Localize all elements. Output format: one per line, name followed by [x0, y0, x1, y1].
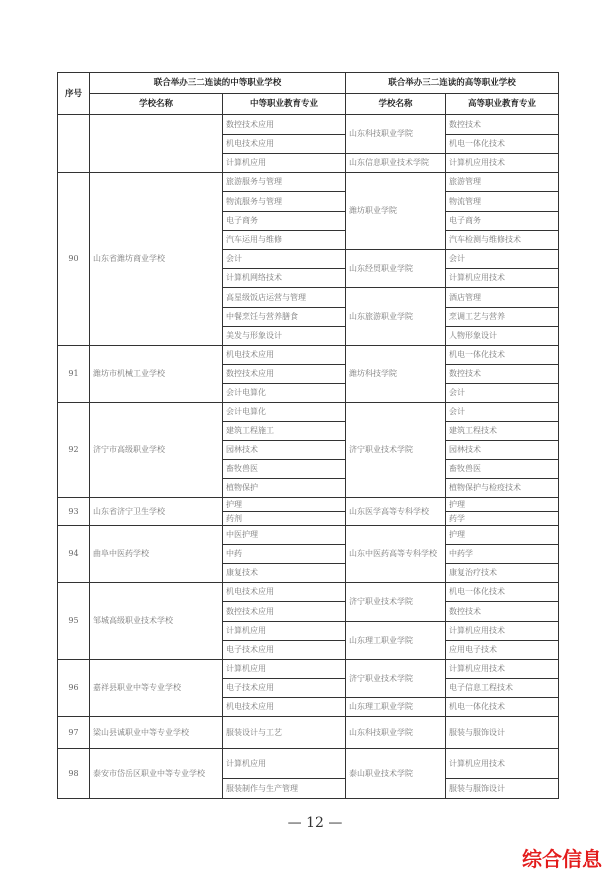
row-seq: 92 — [57, 402, 90, 498]
secondary-major: 建筑工程施工 — [222, 421, 346, 441]
higher-school-name: 山东医学高等专科学校 — [345, 497, 446, 526]
page-number: — 12 — — [287, 815, 343, 831]
higher-major: 电子信息工程技术 — [445, 678, 559, 698]
higher-major: 酒店管理 — [445, 287, 559, 308]
secondary-major: 会计电算化 — [222, 402, 346, 422]
higher-major: 计算机应用技术 — [445, 153, 559, 173]
secondary-major: 计算机应用 — [222, 621, 346, 641]
secondary-major: 数控技术应用 — [222, 114, 346, 135]
higher-major: 计算机应用技术 — [445, 268, 559, 288]
higher-major: 汽车检测与维修技术 — [445, 230, 559, 250]
header-higher-group: 联合举办三二连读的高等职业学校 — [345, 72, 559, 94]
higher-school-name: 山东中医药高等专科学校 — [345, 525, 446, 583]
higher-major: 康复治疗技术 — [445, 563, 559, 583]
higher-school-name: 山东理工职业学院 — [345, 621, 446, 660]
secondary-major: 计算机网络技术 — [222, 268, 346, 288]
secondary-major: 电子技术应用 — [222, 640, 346, 660]
higher-major: 电子商务 — [445, 211, 559, 231]
secondary-major: 服装制作与生产管理 — [222, 778, 346, 799]
header-secondary-group: 联合举办三二连读的中等职业学校 — [89, 72, 346, 94]
row-seq: 91 — [57, 345, 90, 403]
secondary-major: 电子商务 — [222, 211, 346, 231]
higher-major: 应用电子技术 — [445, 640, 559, 660]
higher-major: 会计 — [445, 402, 559, 422]
higher-school-name: 潍坊职业学院 — [345, 172, 446, 250]
header-secondary-major: 中等职业教育专业 — [222, 93, 346, 115]
row-seq: 95 — [57, 582, 90, 660]
higher-school-name: 山东旅游职业学院 — [345, 287, 446, 346]
secondary-major: 电子技术应用 — [222, 678, 346, 698]
header-higher-school: 学校名称 — [345, 93, 446, 115]
higher-major: 畜牧兽医 — [445, 459, 559, 479]
higher-school-name: 济宁职业技术学院 — [345, 659, 446, 698]
secondary-major: 旅游服务与管理 — [222, 172, 346, 192]
header-secondary-school: 学校名称 — [89, 93, 223, 115]
higher-major: 建筑工程技术 — [445, 421, 559, 441]
higher-major: 计算机应用技术 — [445, 659, 559, 679]
secondary-major: 机电技术应用 — [222, 134, 346, 154]
row-seq: 96 — [57, 659, 90, 717]
secondary-major: 物流服务与管理 — [222, 191, 346, 212]
secondary-major: 计算机应用 — [222, 153, 346, 173]
secondary-major: 机电技术应用 — [222, 582, 346, 602]
secondary-school-name: 山东省潍坊商业学校 — [89, 172, 223, 346]
higher-major: 烹调工艺与营养 — [445, 307, 559, 327]
header-seq: 序号 — [57, 72, 90, 115]
higher-major: 计算机应用技术 — [445, 748, 559, 779]
higher-major: 护理 — [445, 525, 559, 545]
higher-major: 药学 — [445, 511, 559, 526]
row-seq: 90 — [57, 172, 90, 346]
higher-major: 植物保护与检疫技术 — [445, 478, 559, 498]
higher-major: 机电一体化技术 — [445, 134, 559, 154]
higher-school-name: 潍坊科技学院 — [345, 345, 446, 403]
secondary-school-name: 济宁市高级职业学校 — [89, 402, 223, 498]
higher-major: 人物形象设计 — [445, 326, 559, 346]
row-seq — [57, 114, 90, 173]
higher-major: 服装与服饰设计 — [445, 778, 559, 799]
higher-major: 园林技术 — [445, 440, 559, 460]
row-seq: 97 — [57, 716, 90, 749]
higher-school-name: 山东信息职业技术学院 — [345, 153, 446, 173]
secondary-school-name: 邹城高级职业技术学校 — [89, 582, 223, 660]
secondary-major: 植物保护 — [222, 478, 346, 498]
higher-major: 机电一体化技术 — [445, 697, 559, 717]
secondary-school-name: 泰安市岱岳区职业中等专业学校 — [89, 748, 223, 799]
higher-major: 机电一体化技术 — [445, 582, 559, 602]
higher-school-name: 山东经贸职业学院 — [345, 249, 446, 288]
higher-major: 物流管理 — [445, 191, 559, 212]
secondary-major: 药剂 — [222, 511, 346, 526]
higher-major: 会计 — [445, 383, 559, 403]
secondary-major: 美发与形象设计 — [222, 326, 346, 346]
secondary-major: 数控技术应用 — [222, 364, 346, 384]
secondary-major: 机电技术应用 — [222, 345, 346, 365]
secondary-school-name: 曲阜中医药学校 — [89, 525, 223, 583]
higher-school-name: 山东科技职业学院 — [345, 716, 446, 749]
secondary-major: 计算机应用 — [222, 748, 346, 779]
secondary-major: 园林技术 — [222, 440, 346, 460]
secondary-major: 汽车运用与维修 — [222, 230, 346, 250]
watermark-logo: 综合信息 — [522, 847, 602, 871]
higher-major: 数控技术 — [445, 114, 559, 135]
secondary-major: 中药 — [222, 544, 346, 564]
secondary-school-name: 山东省济宁卫生学校 — [89, 497, 223, 526]
higher-major: 服装与服饰设计 — [445, 716, 559, 749]
higher-major: 数控技术 — [445, 364, 559, 384]
higher-school-name: 山东科技职业学院 — [345, 114, 446, 154]
higher-school-name: 济宁职业技术学院 — [345, 402, 446, 498]
higher-school-name: 济宁职业技术学院 — [345, 582, 446, 622]
secondary-major: 数控技术应用 — [222, 601, 346, 622]
secondary-school-name: 潍坊市机械工业学校 — [89, 345, 223, 403]
secondary-major: 会计电算化 — [222, 383, 346, 403]
secondary-school-name: 嘉祥县职业中等专业学校 — [89, 659, 223, 717]
secondary-major: 计算机应用 — [222, 659, 346, 679]
secondary-major: 护理 — [222, 497, 346, 512]
secondary-major: 高星级饭店运营与管理 — [222, 287, 346, 308]
row-seq: 93 — [57, 497, 90, 526]
higher-major: 机电一体化技术 — [445, 345, 559, 365]
higher-major: 旅游管理 — [445, 172, 559, 192]
secondary-major: 中餐烹饪与营养膳食 — [222, 307, 346, 327]
secondary-major: 康复技术 — [222, 563, 346, 583]
higher-major: 会计 — [445, 249, 559, 269]
higher-major: 数控技术 — [445, 601, 559, 622]
secondary-major: 机电技术应用 — [222, 697, 346, 717]
row-seq: 94 — [57, 525, 90, 583]
higher-school-name: 山东理工职业学院 — [345, 697, 446, 717]
higher-school-name: 泰山职业技术学院 — [345, 748, 446, 799]
secondary-school-name: 梁山县诚职业中等专业学校 — [89, 716, 223, 749]
row-seq: 98 — [57, 748, 90, 799]
secondary-school-name — [89, 114, 223, 173]
secondary-major: 中医护理 — [222, 525, 346, 545]
secondary-major: 服装设计与工艺 — [222, 716, 346, 749]
header-higher-major: 高等职业教育专业 — [445, 93, 559, 115]
higher-major: 计算机应用技术 — [445, 621, 559, 641]
secondary-major: 会计 — [222, 249, 346, 269]
higher-major: 护理 — [445, 497, 559, 512]
higher-major: 中药学 — [445, 544, 559, 564]
secondary-major: 畜牧兽医 — [222, 459, 346, 479]
